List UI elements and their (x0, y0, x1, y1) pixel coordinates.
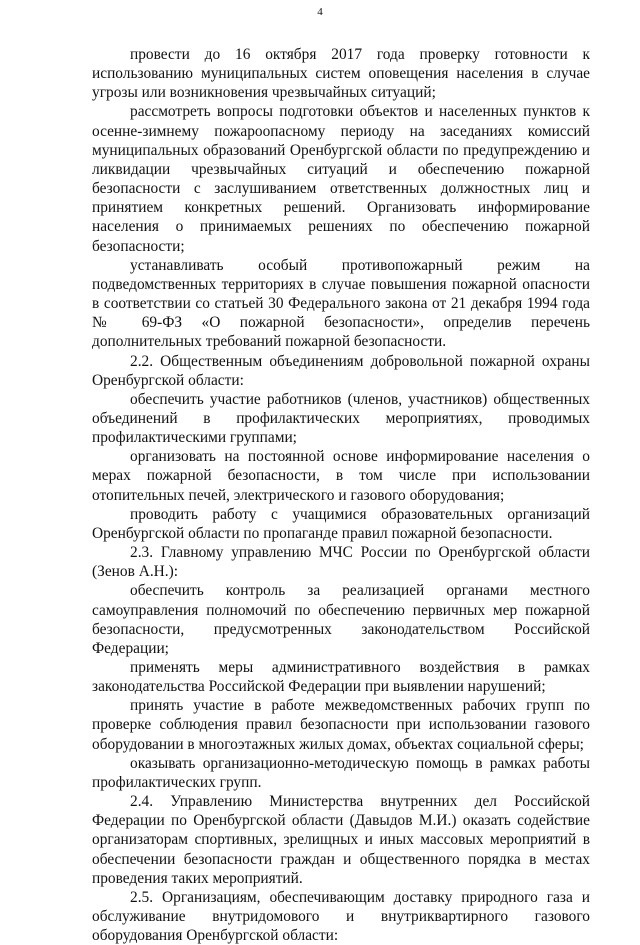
paragraph: провести до 16 октября 2017 года проверку готовности к использованию муниципальных систем оповещения населения в случае угрозы или возникновения чрезвычайных ситуаций; (92, 46, 590, 102)
paragraph: организовать на постоянной основе информирование населения о мерах пожарной безопасности, в том числе при использовании отопительных печей, электрического и газового оборудования; (92, 448, 590, 504)
paragraph: 2.4. Управлению Министерства внутренних дел Российской Федерации по Оренбургской области (Давыдов М.И.) оказать содействие организаторам спортивных, зрелищных и иных массовых мероприятий в обеспечении безопасности граждан и общественного порядка в местах проведения таких мероприятий. (92, 793, 590, 887)
paragraph: обеспечить участие работников (членов, участников) общественных объединений в профилактических мероприятиях, проводимых профилактическими группами; (92, 390, 590, 447)
paragraph: рассмотреть вопросы подготовки объектов и населенных пунктов к осенне-зимнему пожароопасному периоду на заседаниях комиссий муниципальных образований Оренбургской области по предупреждению и ликвидации чрезвычайных ситуаций и обеспечению пожарной безопасности с заслушиванием ответственных должностных лиц и принятием конкретных решений. Организовать информирование населения о принимаемых решениях по обеспечению пожарной безопасности; (92, 103, 590, 255)
paragraph: 2.2. Общественным объединениям добровольной пожарной охраны Оренбургской области: (92, 352, 590, 389)
page-number: 4 (317, 6, 323, 18)
paragraph: устанавливать особый противопожарный режим на подведомственных территориях в случае повышения пожарной опасности в соответствии со статьей 30 Федерального закона от 21 декабря 1994 года № 69-ФЗ «О пожарной безопасности», определив перечень дополнительных требований пожарной безопасности. (92, 256, 590, 351)
paragraph: 2.5. Организациям, обеспечивающим доставку природного газа и обслуживание внутридомового и внутриквартирного газового оборудования Оренбургской области: (92, 888, 590, 945)
paragraph: 2.3. Главному управлению МЧС России по Оренбургской области (Зенов А.Н.): (92, 544, 590, 581)
paragraph: обеспечить контроль за реализацией органами местного самоуправления полномочий по обеспечению первичных мер пожарной безопасности, предусмотренных законодательством Российской Федерации; (92, 582, 590, 657)
paragraph: принять участие в работе межведомственных рабочих групп по проверке соблюдения правил безопасности при использовании газового оборудовании в многоэтажных жилых домах, объектах социальной сферы; (92, 697, 590, 753)
paragraph: оказывать организационно-методическую помощь в рамках работы профилактических групп. (92, 754, 590, 791)
document-body (92, 45, 590, 945)
paragraph: проводить работу с учащимися образовательных организаций Оренбургской области по пропаганде правил пожарной безопасности. (92, 505, 590, 542)
paragraph: применять меры административного воздействия в рамках законодательства Российской Федерации при выявлении нарушений; (92, 659, 590, 696)
